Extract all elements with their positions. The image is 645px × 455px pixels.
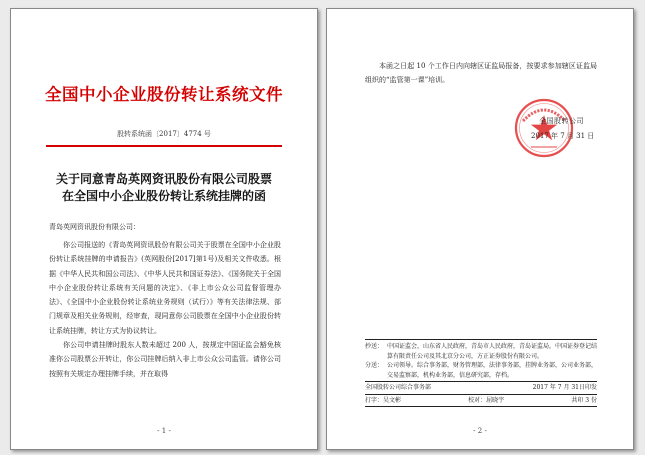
document-page-1 <box>10 8 318 450</box>
distribution-text: 公司领导。综合事务部，财务管理部，法律事务部，挂牌业务部，公司业务部，交易监察部，机构业务部，信息研究部，存档。 <box>387 362 598 379</box>
page-number: - 1 - <box>157 427 171 435</box>
title-line-1: 关于同意青岛英网资讯股份有限公司股票 <box>55 172 272 186</box>
letter-body <box>49 238 281 381</box>
title-line-2: 在全国中小企业股份转让系统挂牌的函 <box>61 189 266 203</box>
proofreader: 校对：屈晓宇 <box>468 396 505 404</box>
footer-rule-bottom <box>365 406 597 407</box>
paragraph-1: 你公司报送的《青岛英网资讯股份有限公司关于股票在全国中小企业股份转让系统挂牌的申请报告》(英网股份[2017]第1号)及相关文件收悉。根据《中华人民共和国公司法》、《中华人民共和国证券法》、《国务院关于全国中小企业股份转让系统有关问题的决定》、《非上市公众公司监督管理办法》、《全国中小企业股份转让系统业务规则（试行）》等有关法律法规、部门规章及相关业务规则，经审查，现同意你公司股票在全国中小企业股份转让系统挂牌，转让方式为协议转让。 <box>49 241 281 335</box>
salutation: 青岛英网资讯股份有限公司： <box>49 223 140 231</box>
distribution-footer <box>365 339 597 407</box>
continuation-paragraph: 本函之日起 10 个工作日内向辖区证监局报备，按要求参加辖区证监局组织的“监管第一课”培训。 <box>365 62 597 85</box>
page-number: - 2 - <box>473 427 487 435</box>
signature-organization: 全国股转公司 <box>539 117 584 125</box>
print-info-row <box>365 382 597 394</box>
signature-date: 2017 年 7 月 31 日 <box>531 132 595 140</box>
print-date: 2017 年 7 月 31日印发 <box>532 384 597 391</box>
cc-label: 抄送： <box>365 343 384 350</box>
copies: 共印 3 份 <box>571 396 597 404</box>
issuer: 全国股转公司综合事务部 <box>365 384 432 391</box>
typist: 打字：吴文彬 <box>365 396 402 404</box>
cc-text: 中国证监会，山东省人民政府，青岛市人民政府，青岛证监局，中国证券登记结算有限责任公司及其北京分公司，方正证券股份有限公司。 <box>387 343 598 360</box>
document-header: 全国中小企业股份转让系统文件 <box>45 85 283 104</box>
distribution-label: 分送： <box>365 362 384 369</box>
copy-to-block <box>365 340 597 381</box>
red-divider <box>46 145 282 147</box>
document-title <box>11 171 317 205</box>
paragraph-2: 你公司申请挂牌时股东人数未超过 200 人，按规定中国证监会豁免核准你公司股票公开转让，你公司挂牌后纳入非上市公众公司监管。请你公司按照有关规定办理挂牌手续，并在取得 <box>49 341 281 378</box>
document-page-2 <box>326 8 634 450</box>
document-number: 股转系统函〔2017〕4774 号 <box>117 130 211 138</box>
staff-info-row <box>365 395 597 407</box>
official-seal-icon <box>513 97 575 159</box>
